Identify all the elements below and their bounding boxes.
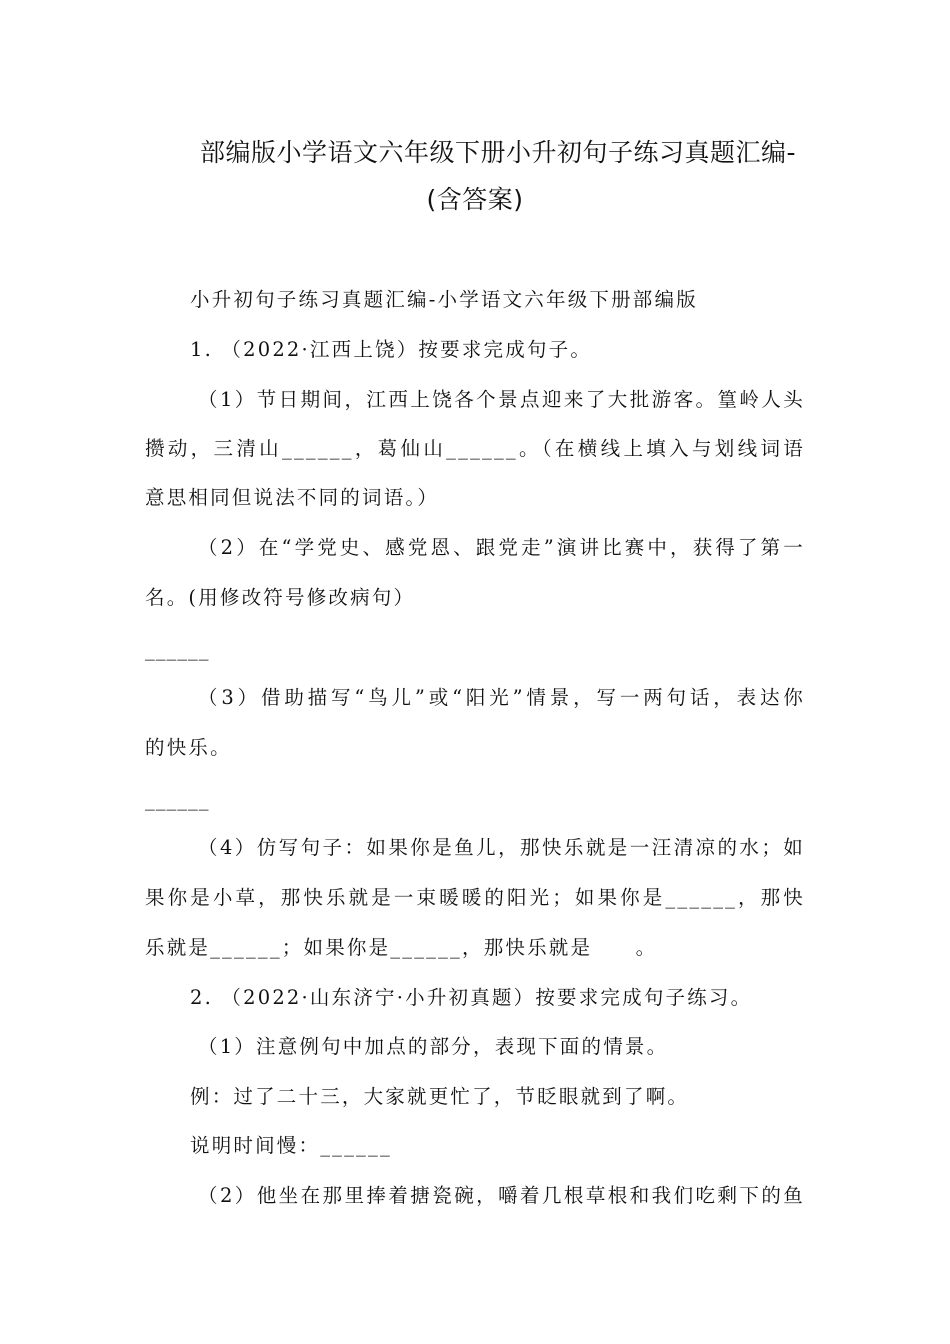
answer-blank: ______ bbox=[145, 788, 210, 811]
section-heading: 小升初句子练习真题汇编-小学语文六年级下册部编版 bbox=[190, 288, 698, 311]
question-1-3-line-1: （3）借助描写“鸟儿”或“阳光”情景，写一两句话，表达你 bbox=[198, 686, 805, 709]
question-1-2-line-2: 名。(用修改符号修改病句） bbox=[145, 586, 416, 609]
question-2-2-line-1: （2）他坐在那里捧着搪瓷碗，嚼着几根草根和我们吃剩下的鱼 bbox=[198, 1184, 805, 1207]
question-1-1-line-1: （1）节日期间，江西上饶各个景点迎来了大批游客。篁岭人头 bbox=[198, 388, 805, 411]
question-1-2-line-1: （2）在“学党史、感党恩、跟党走”演讲比赛中，获得了第一 bbox=[198, 536, 805, 559]
question-1-4-line-3: 乐就是______；如果你是______，那快乐就是 。 bbox=[145, 936, 658, 959]
question-1-heading: 1. （2022·江西上饶）按要求完成句子。 bbox=[190, 338, 593, 361]
question-2-heading: 2. （2022·山东济宁·小升初真题）按要求完成句子练习。 bbox=[190, 986, 753, 1009]
question-1-1-line-2: 攒动，三清山______，葛仙山______。（在横线上填入与划线词语 bbox=[145, 437, 805, 460]
question-1-1-line-3: 意思相同但说法不同的词语。） bbox=[145, 486, 440, 509]
question-2-1-line-1: （1）注意例句中加点的部分，表现下面的情景。 bbox=[198, 1035, 669, 1058]
question-1-3-line-2: 的快乐。 bbox=[145, 736, 232, 759]
answer-blank: ______ bbox=[145, 638, 210, 661]
document-title-line-2: (含答案) bbox=[426, 185, 524, 214]
document-title-line-1: 部编版小学语文六年级下册小升初句子练习真题汇编- bbox=[200, 138, 797, 167]
question-1-4-line-1: （4）仿写句子：如果你是鱼儿，那快乐就是一汪清凉的水；如 bbox=[198, 836, 805, 859]
question-1-4-line-2: 果你是小草，那快乐就是一束暖暖的阳光；如果你是______，那快 bbox=[145, 886, 805, 909]
example-sentence: 例：过了二十三，大家就更忙了，节眨眼就到了啊。 bbox=[190, 1085, 690, 1108]
answer-prompt-time-slow: 说明时间慢：______ bbox=[190, 1134, 392, 1157]
